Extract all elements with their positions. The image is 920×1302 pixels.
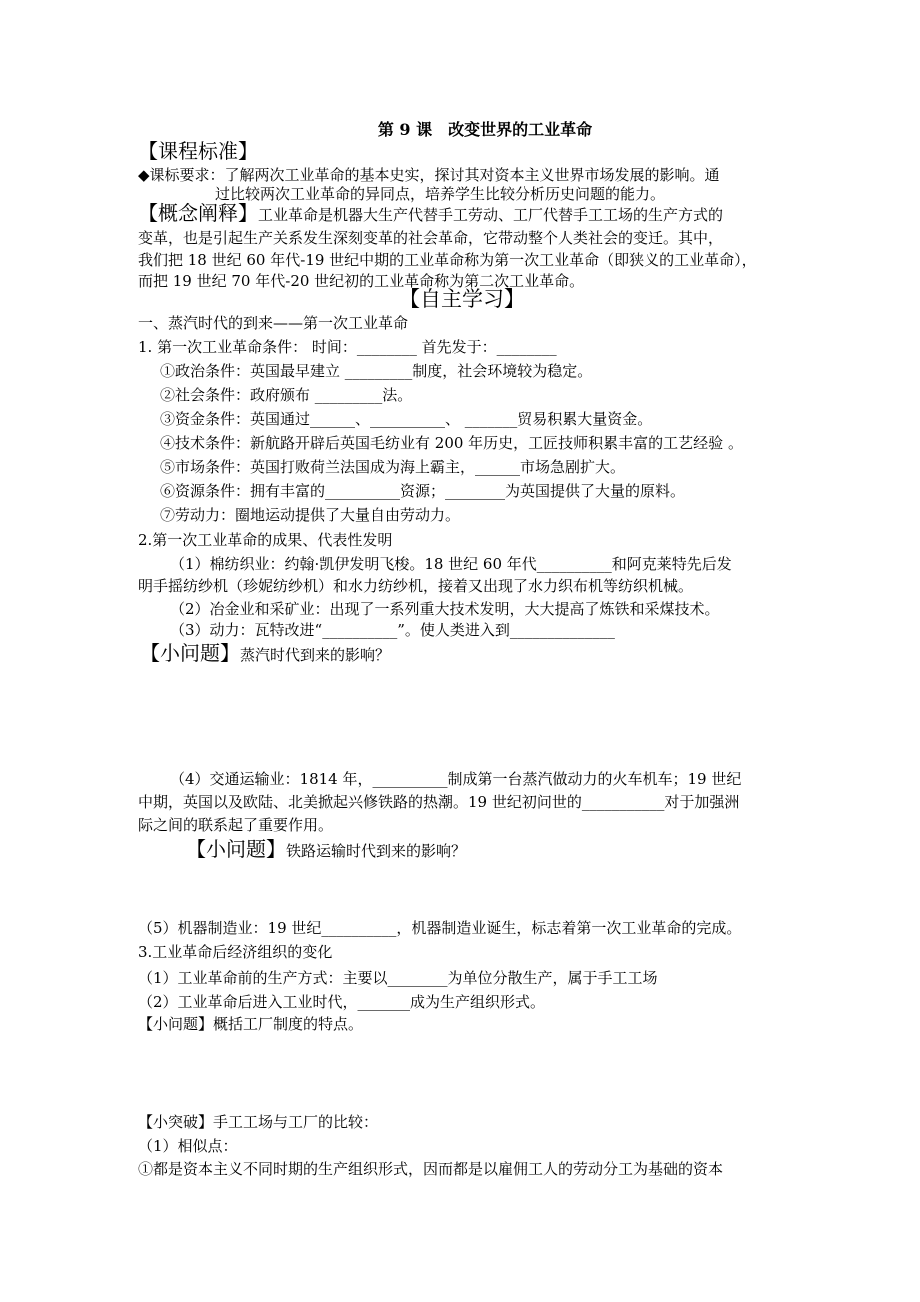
result-cotton-1: （1）棉纺织业：约翰·凯伊发明飞梭。18 世纪 60 年代__________和阿克莱特先后发	[170, 555, 732, 573]
concept-line-3: 我们把 18 世纪 60 年代-19 世纪中期的工业革命称为第一次工业革命（即狭义的工业革命），	[138, 251, 757, 269]
section-3-heading: 3.工业革命后经济组织的变化	[138, 943, 333, 961]
condition-capital: ③资金条件：英国通过______、__________、 _______贸易积累大量资金。	[160, 410, 653, 428]
concept-line-2: 变革，也是引起生产关系发生深刻变革的社会革命，它带动整个人类社会的变迁。其中，	[138, 229, 724, 247]
results-heading: 2.第一次工业革命的成果、代表性发明	[138, 531, 393, 549]
condition-market: ⑤市场条件：英国打败荷兰法国成为海上霸主，______市场急剧扩大。	[160, 458, 626, 476]
transport-1: （4）交通运输业：1814 年，__________制成第一台蒸汽做动力的火车机车；19 世纪	[170, 770, 742, 788]
concept-line-4: 而把 19 世纪 70 年代-20 世纪初的工业革命称为第二次工业革命。	[138, 272, 585, 290]
transport-3: 际之间的联系起了重要作用。	[138, 816, 334, 834]
before-revolution: （1）工业革命前的生产方式：主要以________为单位分散生产，属于手工工场	[138, 969, 658, 987]
condition-political: ①政治条件：英国最早建立 _________制度，社会环境较为稳定。	[160, 362, 593, 380]
after-revolution: （2）工业革命后进入工业时代，_______成为生产组织形式。	[138, 993, 546, 1011]
result-cotton-2: 明手摇纺纱机（珍妮纺纱机）和水力纺纱机，接着又出现了水力织布机等纺织机械。	[138, 577, 694, 595]
question-1-heading: 【小问题】	[140, 641, 240, 665]
condition-technology: ④技术条件：新航路开辟后英国毛纺业有 200 年历史，工匠技师积累丰富的工艺经验 。	[160, 434, 743, 452]
machine-building: （5）机器制造业：19 世纪__________，机器制造业诞生，标志着第一次工业革命的完成。	[138, 919, 742, 937]
question-2	[186, 839, 466, 861]
self-study-heading: 【自主学习】	[399, 287, 525, 311]
concept-text: 工业革命是机器大生产代替手工劳动、工厂代替手工工场的生产方式的	[258, 206, 724, 224]
standard-req-1: ◆课标要求：了解两次工业革命的基本史实，探讨其对资本主义世界市场发展的影响。通	[138, 166, 720, 184]
standard-req-2: 过比较两次工业革命的异同点，培养学生比较分析历史问题的能力。	[215, 185, 666, 203]
similarity-1: ①都是资本主义不同时期的生产组织形式，因而都是以雇佣工人的劳动分工为基础的资本	[138, 1160, 724, 1178]
similarity-heading: （1）相似点：	[138, 1137, 238, 1155]
condition-social: ②社会条件：政府颁布 _________法。	[160, 386, 413, 404]
concept-heading: 【概念阐释】	[138, 201, 258, 225]
result-power: （3）动力：瓦特改进“__________”。使人类进入到______________	[170, 621, 615, 639]
section-1-heading: 一、蒸汽时代的到来——第一次工业革命	[138, 314, 409, 332]
condition-heading: 1. 第一次工业革命条件： 时间：________ 首先发于：________	[138, 338, 557, 356]
result-metallurgy: （2）冶金业和采矿业：出现了一系列重大技术发明，大大提高了炼铁和采煤技术。	[170, 600, 720, 618]
question-2-text: 铁路运输时代到来的影响？	[286, 842, 467, 860]
standard-heading: 【课程标准】	[138, 139, 258, 163]
page-title: 第 9 课 改变世界的工业革命	[377, 120, 593, 139]
condition-resource: ⑥资源条件：拥有丰富的__________资源；________为英国提供了大量的原料。	[160, 482, 686, 500]
transport-2: 中期，英国以及欧陆、北美掀起兴修铁路的热潮。19 世纪初问世的___________对于加强洲	[138, 793, 740, 811]
concept-line-1	[138, 203, 723, 225]
question-1-text: 蒸汽时代到来的影响？	[240, 646, 391, 664]
condition-labor: ⑦劳动力：圈地运动提供了大量自由劳动力。	[160, 506, 461, 524]
breakthrough-heading: 【小突破】手工工场与工厂的比较：	[138, 1113, 379, 1131]
question-2-heading: 【小问题】	[186, 837, 286, 861]
question-1	[140, 643, 390, 665]
question-3: 【小问题】概括工厂制度的特点。	[138, 1015, 364, 1033]
